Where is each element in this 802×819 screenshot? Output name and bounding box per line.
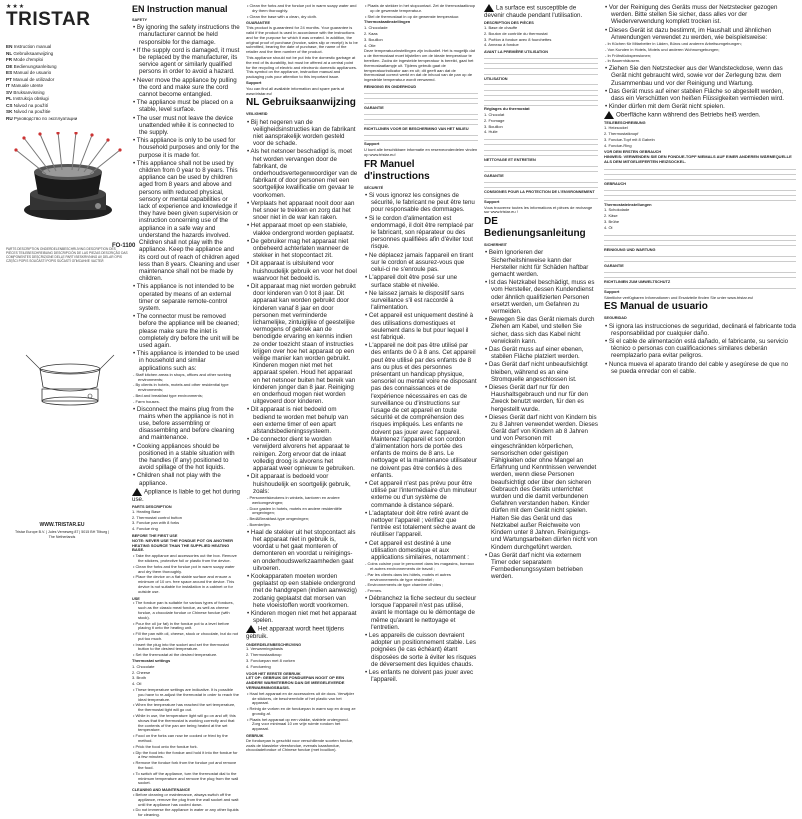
safety-item: • Het apparaat moet op een stabiele, vlakke ondergrond worden geplaatst. bbox=[247, 222, 355, 237]
part-item: 1. Base de chauffe bbox=[484, 25, 518, 30]
french-environment-heading: CONSIGNES POUR LA PROTECTION DE L'ENVIRONNEMENT bbox=[484, 189, 595, 194]
german-support-text: Sämtliche verfügbaren Informationen und Ersatzteile finden Sie unter www.tristar.eu! bbox=[604, 294, 754, 300]
safety-item: • Beim Ignorieren der Sicherheitshinweise kann der Hersteller nicht für Schäden haftbar gemacht werden. bbox=[485, 249, 589, 278]
safety-item: • Das Gerät muss auf einer stabilen Fläche so abgestellt werden, dass ein Verschütten von heißen Flüssigkeiten vermieden wird. bbox=[605, 87, 784, 103]
safety-item: • If the supply cord is damaged, it must be replaced by the manufacturer, its service agent or similarly qualified persons in order to avoid a hazard. bbox=[133, 46, 240, 76]
instruction-item: • Reinig de vorken en de fonduepan in warm sop en droog ze grondig af. bbox=[247, 706, 356, 716]
safety-item: • L'appareil doit être posé sur une surface stable et nivelée. bbox=[365, 274, 458, 289]
language-list bbox=[6, 44, 126, 122]
german-clean-heading: REINIGUNG UND WARTUNG bbox=[604, 247, 656, 252]
safety-item: • Kinderen mogen niet met het apparaat spelen. bbox=[247, 609, 357, 625]
french-guarantee-heading: GARANTIE bbox=[484, 173, 504, 178]
footer-address: Tristar Europe B.V. | Jules Verneweg 87 | 5015 BH Tilburg | The Netherlands bbox=[14, 530, 110, 539]
safety-item: • Dit apparaat is bedoeld voor huishoudelijk en soortgelijk gebruik, zoals: bbox=[247, 473, 351, 495]
dutch-guarantee-heading: GARANTIE bbox=[364, 106, 384, 111]
thermostat-setting: 4. Olie bbox=[364, 42, 376, 48]
german-thermo-heading: Thermostateinstellungen bbox=[604, 201, 652, 207]
guarantee-heading: GUARANTEE bbox=[246, 21, 271, 26]
safety-subitem: - Boerderijen. bbox=[247, 521, 272, 527]
warning-icon bbox=[246, 625, 256, 633]
thermostat-setting: 2. Cheese bbox=[132, 669, 151, 675]
guarantee-text: This product is guaranteed for 24 months. Your guarantee is valid if the product is used in accordance with the instructions and for the purpose for which it was created. In addition, the original proof of purchase (invoice, sales slip or receipt) is to be submitted, bearing the date of purchase, the name of the retailer and the item number of the product. bbox=[246, 25, 358, 55]
safety-item: • Kinder dürfen mit dem Gerät nicht spielen. bbox=[605, 103, 725, 111]
support-text: You can find all available information and spare parts at www.tristar.eu! bbox=[246, 85, 345, 96]
part-item: 1. Heizsockel bbox=[604, 125, 628, 131]
parts-description-languages: PARTS DESCRIPTION ONDERDELENBESCHRIJVING DESCRIPTION DES PIÈCES TEILEBESCHREIBUNG DESCRIPCIÓN DE LAS PIEZAS DESCRIÇÃO DAS COMPONENTES DESCRIZIONE DELLE PARTI BESKRIVNING AV DELAR OPIS CZĘŚCI POPIS SOUČÁSTÍ POPIS SÚČASTÍ ОПИСАНИЕ ЧАСТЕЙ bbox=[6, 247, 128, 263]
german-before-note: HINWEIS: VERWENDEN SIE DEN FONDUE-TOPF NIEMALS AUF EINER ANDEREN WÄRMEQUELLE ALS DEM MITGELIEFERTEN HEIZSOCKEL. bbox=[604, 154, 792, 164]
part-item: 4. Fondue ring bbox=[132, 526, 158, 532]
french-before-heading: AVANT LA PREMIÈRE UTILISATION bbox=[484, 50, 548, 55]
safety-item: • Das Gerät darf nicht unbeaufsichtigt bleiben, während es an eine Stromquelle angeschlossen ist. bbox=[485, 361, 588, 383]
thermostat-setting: 3. Brühe bbox=[604, 218, 620, 224]
thermostat-setting: 1. Chocolat bbox=[484, 112, 505, 118]
german-parts-heading: TEILEBESCHREIBUNG bbox=[604, 121, 646, 126]
safety-item: • Ist das Netzkabel beschädigt, muss es vom Hersteller, dessen Kundendienst oder ähnlich qualifizierten Personen ersetzt werden, um Gefahren zu vermeiden. bbox=[485, 279, 595, 315]
instruction-item: • The fondue pan is suitable for various types of fondues, such as the classic meat fondue, as well as cheese fondue, a chocolate fondue or Chinese fondue (with stock). bbox=[133, 600, 234, 620]
part-item: 1. Heating Base bbox=[132, 508, 161, 514]
german-environment-heading: RICHTLINIEN ZUM UMWELTSCHUTZ bbox=[604, 279, 671, 284]
safety-item: • Si el cable de alimentación está dañado, el fabricante, su servicio técnico o personas con cualificaciones similares deberán reemplazarlo para evitar peligros. bbox=[605, 338, 789, 360]
safety-item: • L'adaptateur doit être retiré avant de nettoyer l'appareil ; vérifiez que l'entrée est totalement sèche avant de réutiliser l'appareil. bbox=[365, 509, 476, 539]
thermostat-setting: 2. Käse bbox=[604, 213, 618, 219]
safety-item: • L'appareil ne doit pas être utilisé par des enfants de 0 à 8 ans. Cet appareil peut être utilisé par des enfants de 8 ans ou plus et des personnes présentant un handicap physique, sensoriel ou mental voire ne disposant pas des connaissances et de l'expérience nécessaires en cas de surveillance ou d'instructions sur l'usage de cet appareil en toute sécurité et de compréhension des risques impliqués. Les enfants ne doivent pas jouer avec l'appareil. Maintenez l'appareil et son cordon d'alimentation hors de portée des enfants de moins de 8 ans. Le nettoyage et la maintenance utilisateur ne doivent pas être confiés à des enfants. bbox=[365, 342, 477, 479]
dutch-use-text: De fonduepan is geschikt voor verschillende soorten fondue, zoals de klassieke vleesfondue, evenals kaasfondue, chocoladefondue of Chinese fondue (met bouillon). bbox=[246, 737, 354, 753]
safety-subitem: - Bed and breakfast type environments; bbox=[133, 392, 203, 398]
part-item: 2. Thermostaatknop bbox=[246, 652, 282, 658]
safety-item: • Never move the appliance by pulling the cord and make sure the cord cannot become entangled. bbox=[133, 76, 237, 99]
safety-subitem: - Door gasten in hotels, motels en andere residentiële omgevingen; bbox=[247, 505, 342, 516]
instruction-item: • Food on the forks can now be cooked or fried by the method. bbox=[133, 733, 228, 744]
french-heading: FR Manuel d'instructions bbox=[364, 158, 430, 182]
model-number: FO-1100 bbox=[112, 243, 136, 249]
safety-item: • Si ignora las instrucciones de seguridad, declinará el fabricante toda responsabilidad por cualquier daño. bbox=[605, 322, 796, 337]
language-de: DE Bedienungsanleitung bbox=[6, 63, 57, 69]
dutch-thermo-heading: Thermostaatinstellingen bbox=[364, 19, 411, 25]
instruction-item: • Pour the oil (or fat) in the fondue pot to a level before placing it onto the heating unit. bbox=[133, 620, 230, 631]
instruction-item: • Dip the food into the fondue and hold it into the fondue for a few minutes. bbox=[133, 749, 238, 760]
thermostat-setting: 4. Oil bbox=[132, 681, 142, 687]
safety-subitem: - Farm houses. bbox=[133, 398, 160, 404]
safety-item: • Als het netsnoer beschadigd is, moet het worden vervangen door de fabrikant, de onderhoudsvertegenwoordiger van de fabrikant of door personen met een soortgelijke kwalificatie om gevaar te voorkomen. bbox=[247, 148, 358, 199]
language-nl: NL Gebruiksaanwijzing bbox=[6, 50, 54, 56]
safety-item: • This appliance is not intended to be operated by means of an external timer or separate remote-control system. bbox=[133, 283, 235, 312]
safety-item: • This appliance is intended to be used in household and similar applications such as: bbox=[133, 350, 239, 372]
french-clean-heading: NETTOYAGE ET ENTRETIEN bbox=[484, 157, 536, 162]
english-use-heading: USE bbox=[132, 596, 140, 601]
language-it: IT Manuale utente bbox=[6, 83, 44, 88]
warning-icon bbox=[604, 111, 614, 119]
safety-item: • Les enfants ne doivent pas jouer avec l'appareil. bbox=[365, 669, 474, 684]
thermostat-setting: 2. Kaas bbox=[364, 30, 378, 36]
english-safety-heading: SAFETY bbox=[132, 18, 147, 22]
safety-item: • Dit apparaat is uitsluitend voor huishoudelijk gebruik en voor het doel waarvoor het bedoeld is. bbox=[247, 260, 357, 282]
parts-diagram bbox=[20, 353, 120, 411]
safety-subitem: - Par les clients dans les hôtels, motels et autres environnements de type résidentiel ; bbox=[365, 571, 451, 582]
part-item: 3. Poêlon à fondue avec 8 fourchettes bbox=[484, 36, 552, 42]
instruction-item: • Stel de thermostaat in op de gewenste temperatuur. bbox=[365, 13, 460, 19]
language-es: ES Manual de usuario bbox=[6, 70, 52, 75]
dutch-before-note: LET OP: GEBRUIK DE FONDUEPAN NOOIT OP EEN ANDERE WARMTEBRON DAN DE MEEGELEVERDE VERWARMINGSBASIS. bbox=[246, 675, 345, 690]
safety-item: • Nunca mueva el aparato tirando del cable y asegúrese de que no se pueda enredar con el cable. bbox=[605, 360, 789, 375]
instruction-item: • When the temperature has reached the set temperature, the thermostat light will go out. bbox=[133, 702, 236, 713]
safety-subitem: - Personeelskeukens in winkels, kantoren en andere werkomgevingen; bbox=[247, 494, 340, 505]
safety-subitem: - Bed&Breakfast-type omgevingen; bbox=[247, 516, 310, 522]
safety-item: • Dieses Gerät darf nicht von Kindern bis zu 8 Jahren verwendet werden. Dieses Gerät darf von Kindern ab 8 Jahren und von Personen mit eingeschränkten körperlichen, sensorischen oder geistigen Fähigkeiten oder ohne Mangel an Erfahrung und Kenntnissen verwendet werden, wenn diese Personen beaufsichtigt oder über den sicheren Gebrauch des Geräts unterrichtet wurden und die damit verbundenen Gefahren verstanden haben. Kinder dürfen mit dem Gerät nicht spielen. Halten Sie das Gerät und das Netzkabel außer Reichweite von Kindern unter 8 Jahren. Reinigungs- und Wartungsarbeiten dürfen nicht von Kindern durchgeführt werden. bbox=[485, 413, 598, 551]
french-safety-heading: SÉCURITÉ bbox=[364, 185, 384, 190]
dutch-section bbox=[246, 4, 358, 754]
safety-item: • Dieses Gerät darf nur für den Haushaltsgebrauch und nur für den Zweck benutzt werden, für den es hergestellt wurde. bbox=[485, 384, 589, 413]
safety-item: • Das Gerät muss auf einer ebenen, stabilen Fläche platziert werden. bbox=[485, 346, 584, 361]
thermostat-setting: 3. Bouillon bbox=[364, 36, 383, 42]
safety-item: • Haal de stekker uit het stopcontact als het apparaat niet in gebruik is, voordat u het gaat monteren of demonteren en voordat u reinigings- en onderhoudswerkzaamheden gaat uitvoeren. bbox=[247, 528, 356, 572]
safety-item: • De gebruiker mag het apparaat niet onbeheerd achterlaten wanneer de stekker in het stopcontact zit. bbox=[247, 237, 349, 260]
french-use-heading: UTILISATION bbox=[484, 76, 508, 81]
german-use-heading: GEBRAUCH bbox=[604, 182, 626, 187]
safety-subitem: - Von Kunden in Hotels, Motels und anderen Wohnumgebungen; bbox=[605, 46, 720, 52]
thermostat-setting: 4. Huile bbox=[484, 129, 498, 135]
english-section bbox=[132, 4, 240, 819]
dutch-safety-heading: VEILIGHEID bbox=[246, 112, 268, 117]
warning-icon bbox=[132, 488, 142, 496]
language-pl: PL Instrukcja obsługi bbox=[6, 96, 49, 101]
safety-subitem: - By clients in hotels, motels and other residential type environments; bbox=[133, 382, 229, 393]
instruction-item: • Do not immerse the appliance in water or any other liquids for cleaning. bbox=[133, 807, 239, 818]
english-parts-heading: PARTS DESCRIPTION bbox=[132, 504, 172, 509]
german-support-heading: Support bbox=[604, 288, 620, 294]
safety-item: • Disconnect the mains plug from the mains when the appliance is not in use, before assembling or disassembling and before cleaning and maintenance. bbox=[133, 405, 235, 442]
part-item: 4. Fonduering bbox=[246, 663, 271, 669]
safety-subitem: - Environnements de type chambre d'hôtes ; bbox=[365, 582, 444, 588]
safety-item: • Les appareils de cuisson devraient adopter un positionnement stable. Les poignées (le cas échéant) étant disposées de sorte à éviter les risques de déversement des liquides chauds. bbox=[365, 632, 477, 668]
safety-item: • De connector dient te worden verwijderd alvorens het apparaat te reinigen. Zorg ervoor dat de inlaat volledig droog is alvorens het apparaat weer opnieuw te gebruiken. bbox=[247, 436, 355, 473]
safety-item: • Das Gerät darf nicht via externem Timer oder separatem Fernbedienungssystem betrieben werden. bbox=[485, 551, 583, 581]
language-en: EN Instruction manual bbox=[6, 44, 52, 49]
part-item: 4. Fondue-Ring bbox=[604, 142, 632, 148]
instruction-item: • To switch off the appliance, turn the thermostat dial to the minimum temperature and remove the plug from the wall socket. bbox=[133, 770, 239, 786]
support-heading: Support bbox=[246, 79, 262, 85]
safety-item: • Bij het negeren van de veiligheidsinstructies kan de fabrikant niet aansprakelijk worden gesteld voor de schade. bbox=[247, 118, 356, 148]
safety-item: • Cet appareil est uniquement destiné à des utilisations domestiques et seulement dans le but pour lequel il est fabriqué. bbox=[365, 312, 474, 341]
safety-item: • This appliance shall not be used by children from 0 year to 8 years. This appliance can be used by children aged from 8 years and above and persons with reduced physical, sensory or mental capabilities or lack of experience and knowledge if they have been given supervision or instruction concerning use of the appliance in a safe way and understand the hazards involved. Children shall not play with the appliance. Keep the appliance and its cord out of reach of children aged less than 8 years. Cleaning and user maintenance shall not be made by children. bbox=[133, 159, 240, 283]
safety-item: • Verplaats het apparaat nooit door aan het snoer te trekken en zorg dat het snoer niet in de war kan raken. bbox=[247, 199, 355, 222]
instruction-item: • Fill the pan with oil, cheese, stock or chocolate, but do not put too much. bbox=[133, 631, 239, 641]
german-heading: DE Bedienungsanleitung bbox=[484, 216, 586, 240]
language-cs: CS Návod na použití bbox=[6, 102, 49, 108]
thermostat-setting: 1. Chocolade bbox=[364, 25, 388, 31]
thermostat-setting: 3. Broth bbox=[132, 675, 147, 681]
instruction-item: • Prick the food onto the fondue fork. bbox=[133, 743, 198, 749]
dutch-warning: Het apparaat wordt heet tijdens gebruik. bbox=[246, 625, 344, 641]
french-support-text: Vous trouverez toutes les informations et pièces de rechange sur www.tristar.eu ! bbox=[484, 204, 593, 215]
thermostat-setting: 1. Chocolate bbox=[132, 663, 155, 669]
safety-item: • Cet appareil n'est pas prévu pour être utilisé par l'intermédiaire d'un minuteur externe ou d'un système de commande à distance séparé. bbox=[365, 479, 477, 509]
french-support-heading: Support bbox=[484, 198, 500, 204]
part-item: 2. Bouton de contrôle du thermostat bbox=[484, 30, 548, 36]
safety-item: • Débranchez la fiche secteur du secteur lorsque l'appareil n'est pas utilisé, avant le montage ou le démontage de même qu'avant le nettoyage et l'entretien. bbox=[365, 595, 477, 631]
instruction-item: • Take the appliance and accessories out the box. Remove the stickers, protective foil or plastic from the device. bbox=[133, 553, 237, 563]
instruction-item: • Insert the plug into the socket and set the thermostat button to the desired temperature. bbox=[133, 641, 229, 652]
spanish-safety-heading: SEGURIDAD bbox=[604, 316, 627, 321]
instruction-item: • Plaats het apparaat op een vlakke, stabiele ondergrond. Zorg voor minimaal 10 cm vrije ruimte rondom het apparaat. bbox=[247, 716, 349, 732]
dutch-before-heading: VOOR HET EERSTE GEBRUIK bbox=[246, 671, 301, 676]
language-sv: SV Bruksanvisning bbox=[6, 89, 45, 95]
safety-item: • Dit apparaat mag niet worden gebruikt door kinderen van 0 tot 8 jaar. Dit apparaat kan worden gebruikt door kinderen vanaf 8 jaar en door personen met verminderde lichamelijke, zintuiglijke of geestelijke vermogens of gebrek aan de benodigde ervaring en kennis indien ze onder toezicht staan of instructies krijgen over hoe het apparaat op een veilige manier kan worden gebruikt. Kinderen mogen niet met het apparaat spelen. Houd het apparaat en het netsnoer buiten het bereik van kinderen jonger dan 8 jaar. Reiniging en onderhoud mogen niet worden uitgevoerd door kinderen. bbox=[247, 283, 356, 406]
part-item: 3. Fondue pan with 8 forks bbox=[132, 520, 180, 526]
footer-website[interactable]: WWW.TRISTAR.EU bbox=[39, 522, 85, 528]
dutch-parts-heading: ONDERDELENBESCHRIJVING bbox=[246, 642, 302, 647]
safety-item: • Ziehen Sie den Netzstecker aus der Wandsteckdose, wenn das Gerät nicht gebraucht wird, sowie vor der Zerlegung bzw. dem Zusammenbau und vor der Reinigung und Wartung. bbox=[605, 65, 783, 87]
safety-item: • Si vous ignorez les consignes de sécurité, le fabricant ne peut être tenu pour responsable des dommages. bbox=[365, 192, 475, 214]
safety-item: • Ne déplacez jamais l'appareil en tirant sur le cordon et assurez-vous que celui-ci ne s'enroule pas. bbox=[365, 251, 474, 274]
german-guarantee-heading: GARANTIE bbox=[604, 263, 624, 268]
instruction-item: • Place the device on a flat stable surface and ensure a minimum of 10 cm. free space around the device. This device is not suitable for installation in a cabinet or for outside use. bbox=[133, 574, 235, 594]
instruction-item: • Clean the base with a clean, dry cloth. bbox=[247, 13, 318, 19]
thermostat-setting: 2. Fromage bbox=[484, 117, 505, 123]
environment-text: This appliance should not be put into the domestic garbage at the end of its durability, but must be offered at a central point for the recycling of electric and electronic domestic appliances. This symbol on the appliance, instruction manual and packaging puts your attention to this important issue. bbox=[246, 54, 357, 80]
part-item: 2. Thermostatknopf bbox=[604, 131, 639, 137]
instruction-item: • Clean the forks and the fondue pot in warm soapy water and dry them thoroughly. bbox=[247, 3, 357, 13]
safety-item: • Ne laissez jamais le dispositif sans surveillance s'il est raccordé à l'alimentation. bbox=[365, 289, 465, 312]
french-warning: La surface est susceptible de devenir chaude pendant l'utilisation. bbox=[484, 4, 583, 19]
brand-stars: ★★★ bbox=[6, 4, 26, 10]
fondue-set-illustration bbox=[10, 132, 126, 232]
dutch-thermo-text: Deze temperatuurinstellingen zijn indicatief. Het is mogelijk dat u de thermostaat moet bijstellen om de ideale temperatuur te bereiken. Zodra de ingestelde temperatuur is bereikt, gaat het thermostaatlampje uit. Tijdens gebruik gaat de temperatuurindicator aan en uit; dit geeft aan dat de thermostaat correct werkt en dat de inhoud van de pan op de ingestelde temperatuur wordt verwarmd. bbox=[364, 48, 475, 83]
safety-item: • Cet appareil est destiné à une utilisation domestique et aux applications similaires, notamment : bbox=[365, 539, 470, 562]
french-parts-heading: DESCRIPTION DES PIÈCES bbox=[484, 21, 534, 26]
english-warning: Appliance is liable to get hot during use. bbox=[132, 488, 240, 503]
instruction-item: • These temperature settings are indicative. It is possible you have to re-adjust the thermostat in order to reach the ideal temperature. bbox=[133, 687, 239, 702]
safety-item: • This appliance is only to be used for household purposes and only for the purpose it is made for. bbox=[133, 137, 240, 159]
language-pt: PT Manual de utilizador bbox=[6, 76, 55, 82]
french-thermo-heading: Réglages du thermostat bbox=[484, 106, 530, 112]
warning-icon bbox=[484, 4, 494, 12]
part-item: 3. Fonduepan met 8 vorken bbox=[246, 657, 295, 663]
dutch-heading: NL Gebruiksaanwijzing bbox=[246, 97, 356, 109]
thermostat-setting: 3. Bouillon bbox=[484, 123, 503, 129]
language-sk: SK Návod na použitie bbox=[6, 109, 51, 114]
language-fr: FR Mode d'emploi bbox=[6, 57, 44, 62]
german-section bbox=[484, 4, 598, 582]
safety-subitem: - Coins cuisine pour le personnel dans les magasins, bureaux et autres environnements de travail ; bbox=[365, 561, 475, 572]
english-clean-heading: CLEANING AND MAINTENANCE bbox=[132, 788, 191, 793]
thermostat-setting: 1. Schokolade bbox=[604, 207, 630, 213]
dutch-support-text: U kunt alle beschikbare informatie en reserveonderdelen vinden op www.tristar.eu! bbox=[364, 147, 478, 158]
language-ru: RU Руководство по эксплуатации bbox=[6, 115, 78, 121]
english-thermo-heading: Thermostat settings bbox=[132, 658, 171, 664]
german-safety-heading: SICHERHEIT bbox=[484, 243, 507, 248]
safety-item: • The connector must be removed before the appliance will be cleaned; please make sure the inlet is completely dry before the unit will be used again. bbox=[133, 313, 240, 349]
safety-subitem: - Staff kitchen areas in shops, offices and other working environments; bbox=[133, 371, 232, 382]
safety-item: • Kookapparaten moeten worden geplaatst op een stabiele ondergrond met de handgrepen (indien aanwezig) zodanig geplaatst dat morsen van hete vloeistoffen wordt voorkomen. bbox=[247, 572, 357, 609]
part-item: 2. Thermostat control button bbox=[132, 514, 182, 520]
english-before-heading: BEFORE THE FIRST USE bbox=[132, 533, 178, 538]
brand-name: TRISTAR bbox=[6, 9, 91, 30]
safety-item: • The user must not leave the device unattended while it is connected to the supply. bbox=[133, 114, 234, 137]
spanish-heading: ES Manual de usuario bbox=[604, 301, 708, 313]
dutch-use-heading: GEBRUIK bbox=[246, 734, 264, 739]
safety-item: • The appliance must be placed on a stable, level surface. bbox=[133, 99, 234, 114]
english-before-note: NOTE: NEVER USE THE FONDUE POT ON ANOTHER HEATING SOURCE THAN THE SUPPLIED HEATING BASE. bbox=[132, 537, 233, 553]
safety-subitem: - In Frühstückspensionen; bbox=[605, 52, 652, 58]
safety-item: • By ignoring the safety instructions the manufacturer cannot be held responsible for the damage. bbox=[133, 24, 240, 46]
german-before-heading: VOR DEM ERSTEN GEBRAUCH bbox=[604, 150, 662, 155]
thermostat-setting: 4. Öl bbox=[604, 224, 613, 230]
part-item: 3. Fondue-Topf mit 8 Gabeln bbox=[604, 136, 655, 142]
german-warning: Oberfläche kann während des Betriebs heiß werden. bbox=[604, 111, 796, 119]
english-heading: EN Instruction manual bbox=[132, 4, 228, 14]
part-item: 4. Anneau à fondue bbox=[484, 42, 519, 48]
safety-subitem: - In Bauernhäusern. bbox=[605, 58, 641, 64]
safety-item: • Si le cordon d'alimentation est endommagé, il doit être remplacé par le fabricant, son réparateur ou des personnes qualifiées afin d'éviter tout risque. bbox=[365, 214, 474, 251]
instruction-item: • While in use, the temperature light will go on and off; this shows that the thermostat is working correctly and that the contents of the pan are being heated at the set temperature. bbox=[133, 713, 236, 733]
instruction-item: • Set the thermostat at the desired temperature. bbox=[133, 652, 218, 658]
french-section bbox=[364, 4, 478, 684]
safety-item: • Dit apparaat is niet bedoeld om bediend te worden met behulp van een externe timer of een apart afstandsbedieningssysteem. bbox=[247, 406, 348, 436]
safety-item: • Children shall not play with the appliance. bbox=[133, 472, 221, 487]
dutch-environment-heading: RICHTLIJNEN VOOR DE BESCHERMING VAN HET MILIEU bbox=[364, 127, 469, 132]
dutch-clean-heading: REINIGING EN ONDERHOUD bbox=[364, 84, 417, 89]
instruction-item: • Before cleaning or maintenance, always switch off the appliance, remove the plug from the wall socket and wait until the appliance has cooled down. bbox=[133, 792, 239, 807]
safety-item: • Dieses Gerät ist dazu bestimmt, im Haushalt und ähnlichen Anwendungen verwendet zu werden, wie beispielsweise: bbox=[605, 26, 772, 41]
safety-subitem: - Fermes. bbox=[365, 588, 383, 594]
instruction-item: • Clean the forks and the fondue pot in warm soapy water and dry them thoroughly. bbox=[133, 563, 235, 574]
instruction-item: • Remove the fondue fork from the fondue pot and remove the food. bbox=[133, 760, 237, 771]
safety-subitem: - In Küchen für Mitarbeiter in Läden, Büros und anderen Arbeitsumgebungen; bbox=[605, 41, 742, 47]
brand-logo bbox=[6, 4, 90, 30]
dutch-support-heading: Support bbox=[364, 141, 380, 147]
instruction-item: • Haal het apparaat en de accessoires uit de doos. Verwijder de stickers, de beschermfolie of het plastic van het apparaat. bbox=[247, 690, 355, 706]
spanish-section bbox=[604, 4, 796, 376]
part-item: 1. Verwarmingsbasis bbox=[246, 646, 283, 652]
safety-item: • Vor der Reinigung des Geräts muss der Netzstecker gezogen werden. Bitte stellen Sie sicher, dass alles vor der Wiederverwendung komplett trocken ist. bbox=[605, 4, 778, 26]
safety-item: • Cooking appliances should be positioned in a stable situation with the handles (if any) positioned to avoid spillage of the hot liquids. bbox=[133, 442, 235, 472]
safety-item: • Bewegen Sie das Gerät niemals durch Ziehen am Kabel, und stellen Sie sicher, dass sich das Kabel nicht verwickeln kann. bbox=[485, 316, 595, 345]
instruction-item: • Plaats de stekker in het stopcontact. Zet de thermostaatknop op de gewenste temperatuur. bbox=[365, 3, 476, 13]
